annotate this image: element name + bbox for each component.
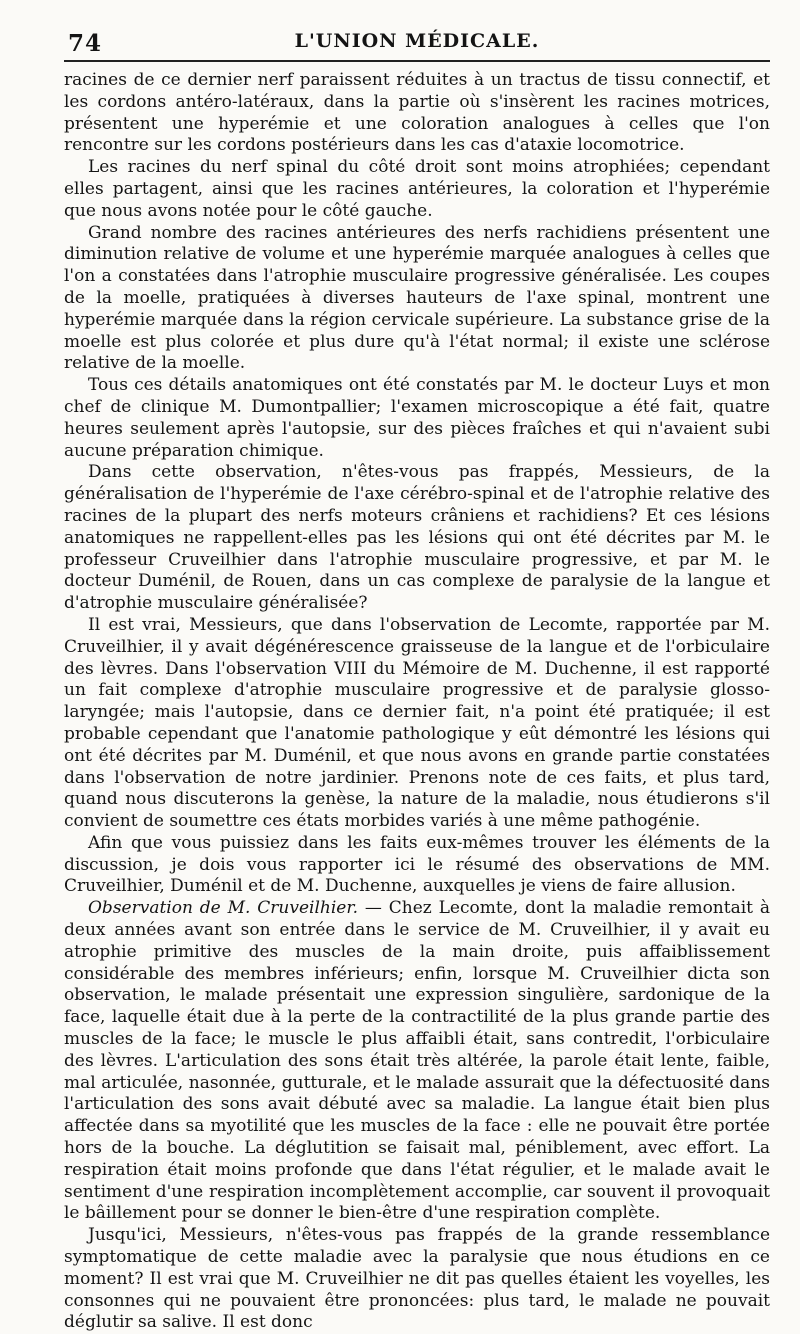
paragraph [64, 70, 770, 157]
paragraph [64, 898, 770, 1225]
header-rule [64, 60, 770, 62]
paragraph-text: Dans cette observation, n'êtes-vous pas frappés, Messieurs, de la généralisation de l'hyperémie de l'axe cérébro-spinal et de l'atrophie relative des racines de la plupart des nerfs moteurs crâniens et rachidiens? Et ces lésions anatomiques ne rappellent-elles pas les lésions qui ont été décrites par M. le professeur Cruveilhier dans l'atrophie musculaire progressive, et par M. le docteur Duménil, de Rouen, dans un cas complexe de paralysie de la langue et d'atrophie musculaire généralisée? [64, 462, 770, 614]
paragraph-text: Les racines du nerf spinal du côté droit sont moins atrophiées; cependant elles partagent, ainsi que les racines antérieures, la coloration et l'hyperémie que nous avons notée pour le côté gauche. [64, 157, 770, 221]
page-number: 74 [68, 30, 103, 57]
page-header [64, 18, 770, 60]
paragraph-text: Afin que vous puissiez dans les faits eux-mêmes trouver les éléments de la discussion, je dois vous rapporter ici le résumé des observations de MM. Cruveilhier, Duménil et de M. Duchenne, auxquelles je viens de faire allusion. [64, 832, 770, 897]
paragraph-text: Jusqu'ici, Messieurs, n'êtes-vous pas frappés de la grande ressemblance symptomatique de cette maladie avec la paralysie que nous étudions en ce moment? Il est vrai que M. Cruveilhier ne dit pas quelles étaient les voyelles, les consonnes qui ne pouvaient être prononcées: plus tard, le malade ne pouvait déglutir sa salive. Il est donc [64, 1225, 770, 1333]
running-head: L'UNION MÉDICALE. [294, 30, 540, 52]
paragraph-text: — Chez Lecomte, dont la maladie remontait à deux années avant son entrée dans le service de M. Cruveilhier, il y avait eu atrophie primitive des muscles de la main droite, puis affaiblissement considérable des membres inférieurs; enfin, lorsque M. Cruveilhier dicta son observation, le malade présentait une expression singulière, sardonique de la face, laquelle était due à la perte de la contractilité de la plus grande partie des muscles de la face; le muscle le plus affaibli était, sans contredit, l'orbiculaire des lèvres. L'articulation des sons était très altérée, la parole était lente, faible, mal articulée, nasonnée, gutturale, et le malade assurait que la défectuosité dans l'articulation des sons avait débuté avec sa maladie. La langue était bien plus affectée dans sa myotilité que les muscles de la face : elle ne pouvait être portée hors de la bouche. La déglutition se faisait mal, péniblement, avec effort. La respiration était moins profonde que dans l'état régulier, et le malade avait le sentiment d'une respiration incomplètement accomplie, car souvent il provoquait le bâillement pour se donner le bien-être d'une respiration complète. [64, 898, 770, 1224]
body-text [64, 70, 770, 1334]
paragraph [64, 157, 770, 222]
paragraph [64, 1225, 770, 1334]
paragraph [64, 833, 770, 898]
paragraph [64, 223, 770, 376]
paragraph [64, 615, 770, 833]
paragraph-text: Grand nombre des racines antérieures des nerfs rachidiens présentent une diminution relative de volume et une hyperémie marquée analogues à celles que l'on a constatées dans l'atrophie musculaire progressive généralisée. Les coupes de la moelle, pratiquées à diverses hauteurs de l'axe spinal, montrent une hyperémie marquée dans la région cervicale supérieure. La substance grise de la moelle est plus colorée et plus dure qu'à l'état normal; il existe une sclérose relative de la moelle. [64, 222, 770, 374]
paragraph [64, 375, 770, 462]
paragraph [64, 462, 770, 615]
paragraph-text: Tous ces détails anatomiques ont été constatés par M. le docteur Luys et mon chef de clinique M. Dumontpallier; l'examen microscopique a été fait, quatre heures seulement après l'autopsie, sur des pièces fraîches et qui n'avaient subi aucune préparation chimique. [64, 375, 770, 461]
paragraph-text: racines de ce dernier nerf paraissent réduites à un tractus de tissu connectif, et les cordons antéro-latéraux, dans la partie où s'insèrent les racines motrices, présentent une hyperémie et une coloration analogues à celles que l'on rencontre sur les cordons postérieurs dans les cas d'ataxie locomotrice. [64, 70, 770, 156]
paragraph-text: Il est vrai, Messieurs, que dans l'observation de Lecomte, rapportée par M. Cruveilhier, il y avait dégénérescence graisseuse de la langue et de l'orbiculaire des lèvres. Dans l'observation VIII du Mémoire de M. Duchenne, il est rapporté un fait complexe d'atrophie musculaire progressive et de paralysie glosso-laryngée; mais l'autopsie, dans ce dernier fait, n'a point été pratiquée; il est probable cependant que l'anatomie pathologique y eût démontré les lésions qui ont été décrites par M. Duménil, et que nous avons en grande partie constatées dans l'observation de notre jardinier. Prenons note de ces faits, et plus tard, quand nous discuterons la genèse, la nature de la maladie, nous étudierons s'il convient de soumettre ces états morbides variés à une même pathogénie. [64, 614, 770, 832]
observation-heading: Observation de M. Cruveilhier. [88, 898, 359, 919]
